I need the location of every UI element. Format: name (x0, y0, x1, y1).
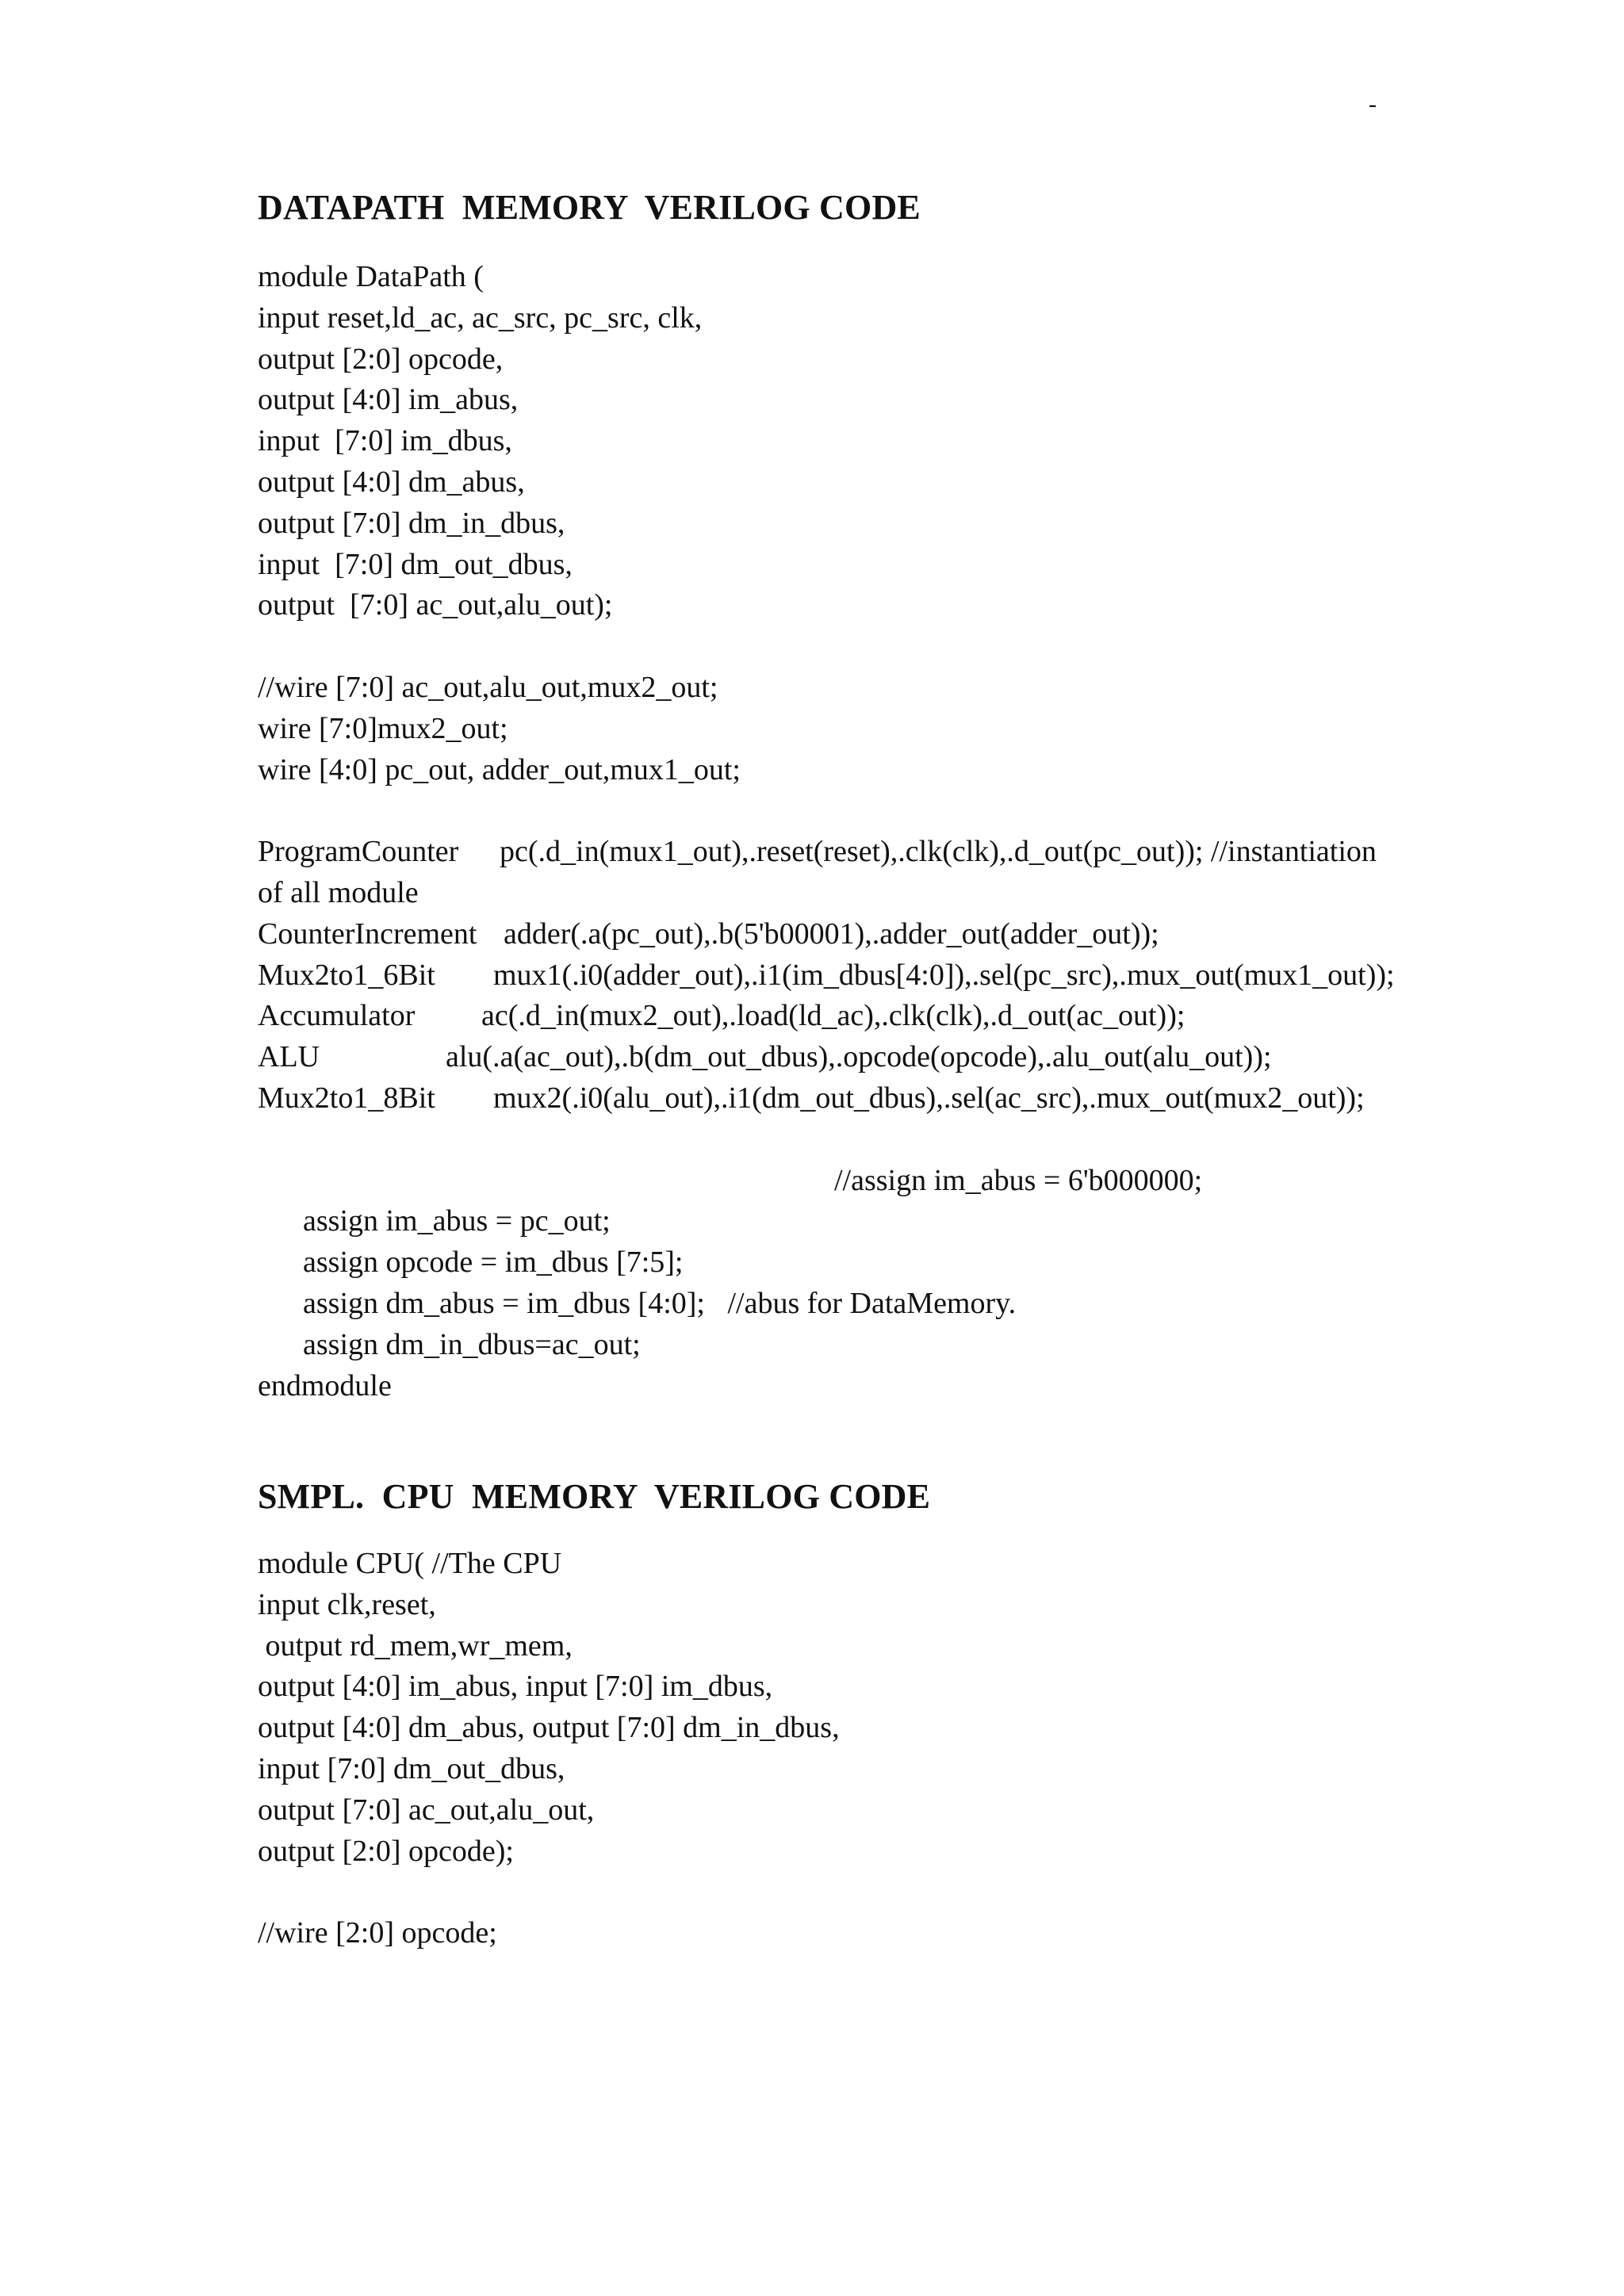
instance-module-name: ALU (258, 1040, 320, 1074)
code-line: module CPU( //The CPU (258, 1547, 562, 1580)
code-line: input clk,reset, (258, 1587, 436, 1621)
code-line: output [7:0] ac_out,alu_out, (258, 1793, 595, 1827)
datapath-code-block (258, 257, 1395, 1406)
instance-module-name: ProgramCounter (258, 835, 459, 869)
instance-body: mux1(.i0(adder_out),.i1(im_dbus[4:0]),.sel(pc_src),.mux_out(mux1_out)); (493, 958, 1395, 992)
instance-module-name: CounterIncrement (258, 916, 477, 951)
instance-line (258, 1037, 1272, 1078)
code-line: module DataPath ( (258, 260, 484, 293)
code-line: output [4:0] dm_abus, (258, 465, 525, 499)
code-line: wire [4:0] pc_out, adder_out,mux1_out; (258, 752, 741, 786)
assign-code: assign dm_abus = im_dbus [4:0]; //abus for DataMemory. (303, 1286, 1017, 1320)
code-line: input reset,ld_ac, ac_src, pc_src, clk, (258, 300, 703, 335)
assign-line (258, 1284, 1016, 1361)
code-line: output [4:0] im_abus, (258, 383, 519, 417)
section-heading-cpu: SMPL. CPU MEMORY VERILOG CODE (258, 1477, 931, 1516)
instance-body: ac(.d_in(mux2_out),.load(ld_ac),.clk(clk),.d_out(ac_out)); (481, 999, 1185, 1033)
instance-body: pc(.d_in(mux1_out),.reset(reset),.clk(clk),.d_out(pc_out)); //instantiation (500, 835, 1377, 869)
assign-code: assign opcode = im_dbus [7:5]; (303, 1246, 684, 1280)
code-line: output [7:0] dm_in_dbus, (258, 506, 565, 540)
code-line: output [4:0] dm_abus, output [7:0] dm_in_dbus, (258, 1711, 840, 1745)
instance-line (258, 955, 1395, 997)
assign-comment: //assign im_abus = 6'b000000; (834, 1163, 1203, 1197)
page-mark: - (1369, 91, 1377, 117)
code-line: output [7:0] ac_out,alu_out); (258, 588, 613, 622)
instance-line (258, 873, 1016, 914)
blank-line (258, 626, 1016, 668)
code-line: output [2:0] opcode, (258, 342, 504, 376)
code-line: endmodule (258, 1368, 392, 1402)
code-line: output [4:0] im_abus, input [7:0] im_dbus, (258, 1670, 773, 1704)
instance-line (258, 996, 1185, 1037)
code-line: input [7:0] dm_out_dbus, (258, 547, 573, 581)
instance-module-name: of all module (258, 875, 419, 909)
instance-body: alu(.a(ac_out),.b(dm_out_dbus),.opcode(opcode),.alu_out(alu_out)); (446, 1040, 1272, 1074)
code-line: output [2:0] opcode); (258, 1834, 514, 1868)
instance-module-name: Mux2to1_6Bit (258, 958, 435, 992)
blank-line (258, 1872, 840, 1913)
instance-line (258, 832, 1377, 873)
assign-line (258, 1161, 1203, 1238)
instance-module-name: Accumulator (258, 999, 416, 1033)
cpu-code-block (258, 1544, 840, 1954)
instance-module-name: Mux2to1_8Bit (258, 1081, 435, 1115)
blank-line (258, 790, 1016, 832)
code-line: //wire [2:0] opcode; (258, 1916, 497, 1950)
code-line: input [7:0] dm_out_dbus, (258, 1751, 565, 1785)
blank-line (258, 1119, 1016, 1161)
instance-line (258, 914, 1159, 955)
code-line: input [7:0] im_dbus, (258, 424, 512, 458)
instance-body: adder(.a(pc_out),.b(5'b00001),.adder_out(adder_out)); (504, 916, 1159, 951)
code-line: wire [7:0]mux2_out; (258, 711, 508, 745)
section-heading-datapath: DATAPATH MEMORY VERILOG CODE (258, 188, 921, 227)
assign-code: assign dm_in_dbus=ac_out; (303, 1327, 641, 1361)
code-line: //wire [7:0] ac_out,alu_out,mux2_out; (258, 670, 718, 704)
assign-line (258, 1242, 1017, 1320)
assign-code: assign im_abus = pc_out; (303, 1204, 611, 1238)
assign-line (258, 1201, 1016, 1280)
instance-body: mux2(.i0(alu_out),.i1(dm_out_dbus),.sel(ac_src),.mux_out(mux2_out)); (493, 1081, 1365, 1115)
code-line: output rd_mem,wr_mem, (258, 1628, 573, 1663)
instance-line (258, 1078, 1365, 1119)
